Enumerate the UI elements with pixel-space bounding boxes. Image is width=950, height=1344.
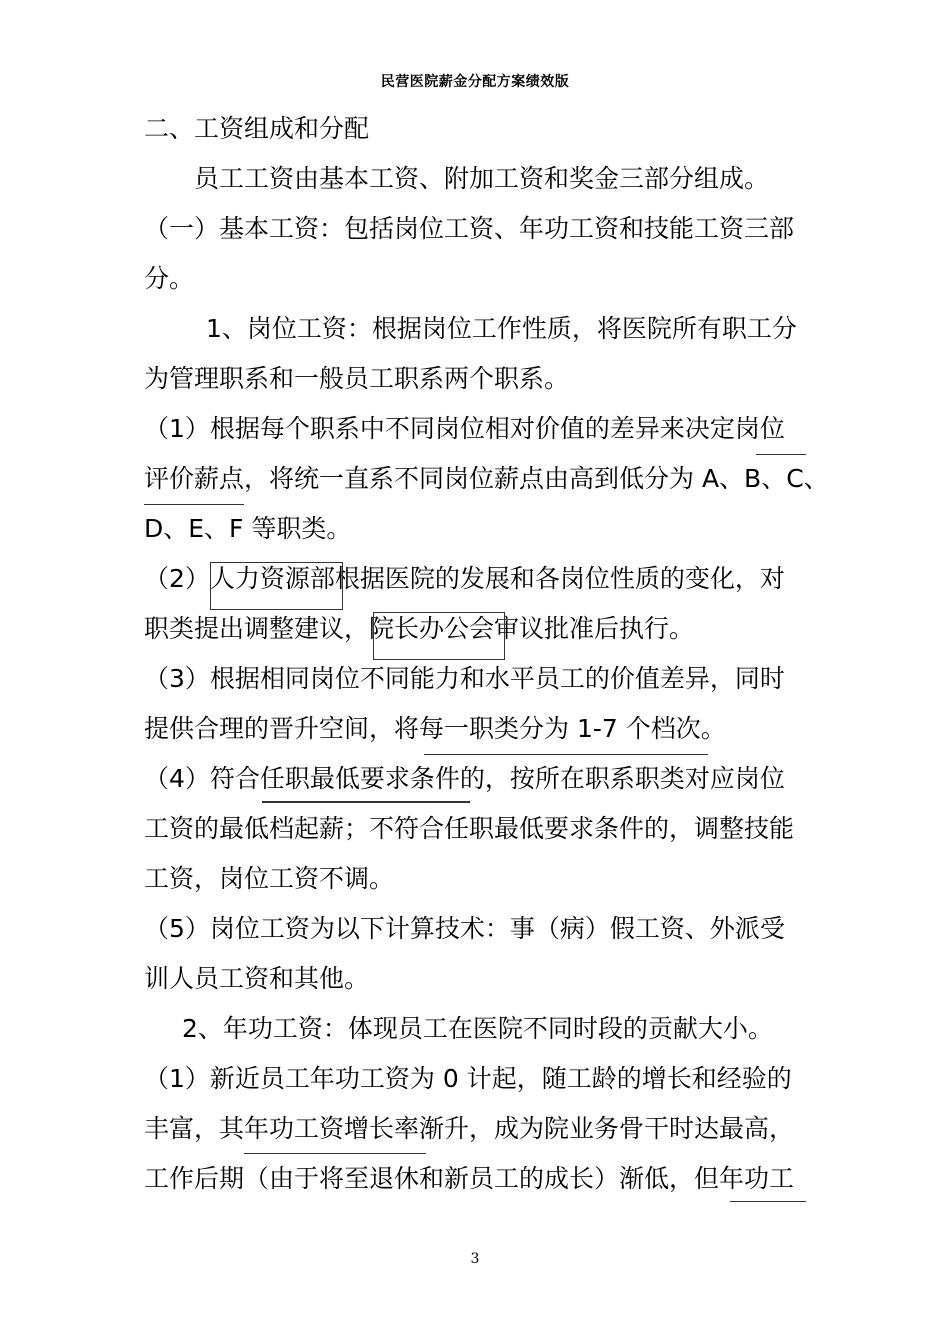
annotation-rule xyxy=(144,504,244,505)
paragraph-line: 为管理职系和一般员工职系两个职系。 xyxy=(144,364,570,393)
paragraph-line: 职类提出调整建议，院长办公会审议批准后执行。 xyxy=(144,614,695,643)
paragraph-line: （3）根据相同岗位不同能力和水平员工的价值差异，同时 xyxy=(144,664,785,693)
paragraph-line: （2）人力资源部根据医院的发展和各岗位性质的变化，对 xyxy=(144,564,785,593)
annotation-rule xyxy=(756,454,806,455)
paragraph-line: 提供合理的晋升空间，将每一职类分为 1-7 个档次。 xyxy=(144,714,726,743)
paragraph-line: （5）岗位工资为以下计算技术：事（病）假工资、外派受 xyxy=(144,914,785,943)
paragraph-line: （1）根据每个职系中不同岗位相对价值的差异来决定岗位 xyxy=(144,414,785,443)
paragraph-line: 员工工资由基本工资、附加工资和奖金三部分组成。 xyxy=(194,164,770,193)
annotation-box xyxy=(210,562,343,610)
paragraph-line: D、E、F 等职类。 xyxy=(144,514,352,543)
paragraph-line: 2、年功工资：体现员工在医院不同时段的贡献大小。 xyxy=(182,1014,773,1043)
paragraph-line: （一）基本工资：包括岗位工资、年功工资和技能工资三部 xyxy=(144,214,795,243)
section-heading: 二、工资组成和分配 xyxy=(144,114,370,143)
paragraph-line: 丰富，其年功工资增长率渐升，成为院业务骨干时达最高， xyxy=(144,1114,795,1143)
annotation-box xyxy=(373,612,505,660)
annotation-rule xyxy=(244,1153,426,1154)
annotation-rule xyxy=(424,754,708,755)
annotation-rule xyxy=(730,1201,806,1202)
paragraph-line: 分。 xyxy=(144,264,195,293)
paragraph-line: 1、岗位工资：根据岗位工作性质，将医院所有职工分 xyxy=(206,314,797,343)
paragraph-line: 评价薪点，将统一直系不同岗位薪点由高到低分为 A、B、C、 xyxy=(144,464,829,493)
paragraph-line: （1）新近员工年功工资为 0 计起，随工龄的增长和经验的 xyxy=(144,1064,792,1093)
document-header-title: 民营医院薪金分配方案绩效版 xyxy=(380,74,570,90)
annotation-rule xyxy=(262,801,470,803)
paragraph-line: （4）符合任职最低要求条件的，按所在职系职类对应岗位 xyxy=(144,764,785,793)
paragraph-line: 工作后期（由于将至退休和新员工的成长）渐低，但年功工 xyxy=(144,1164,795,1193)
paragraph-line: 训人员工资和其他。 xyxy=(144,964,370,993)
page-number: 3 xyxy=(470,1251,480,1267)
paragraph-line: 工资的最低档起薪；不符合任职最低要求条件的，调整技能 xyxy=(144,814,795,843)
paragraph-line: 工资，岗位工资不调。 xyxy=(144,864,395,893)
